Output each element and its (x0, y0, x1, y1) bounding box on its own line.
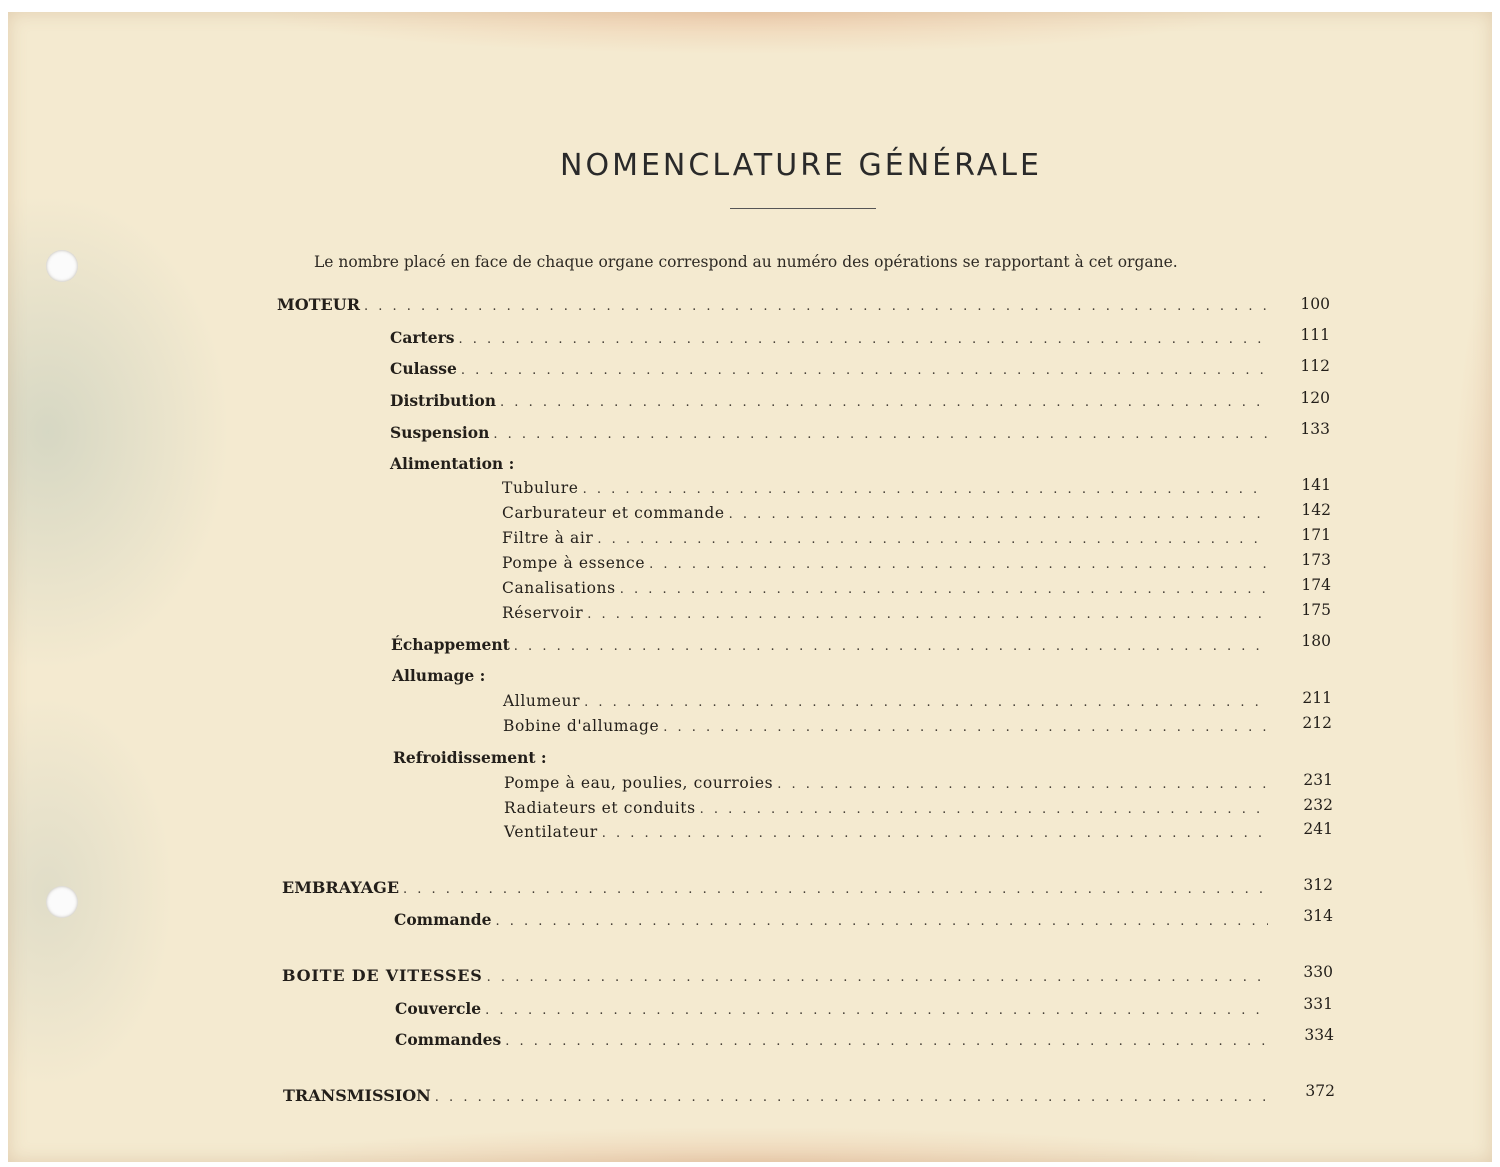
dot-leader (597, 532, 1267, 547)
dot-leader (364, 299, 1267, 314)
toc-entry-number: 111 (1300, 326, 1330, 344)
toc-entry-number: 175 (1301, 601, 1331, 619)
toc-entry-number: 180 (1301, 632, 1331, 650)
toc-entry-label: Filtre à air (502, 529, 594, 547)
toc-entry-tubulure (502, 479, 1267, 501)
dot-leader (435, 1090, 1268, 1105)
toc-group-heading: Alimentation : (390, 454, 515, 473)
toc-entry-bobine (503, 717, 1267, 739)
dot-leader (403, 882, 1268, 897)
toc-entry-embrayage (282, 878, 1268, 900)
toc-entry-number: 141 (1301, 476, 1331, 494)
dot-leader (505, 1034, 1268, 1049)
toc-entry-pompe-eau (504, 774, 1268, 796)
toc-entry-number: 372 (1305, 1082, 1335, 1100)
toc-entry-label: BOITE DE VITESSES (282, 966, 483, 985)
toc-entry-number: 211 (1302, 689, 1332, 707)
toc-entry-number: 241 (1303, 820, 1333, 838)
toc-entry-number: 112 (1300, 357, 1330, 375)
toc-entry-label: Commandes (395, 1030, 502, 1049)
toc-entry-label: Échappement (391, 635, 510, 654)
toc-entry-number: 314 (1303, 907, 1333, 925)
toc-entry-commande (394, 910, 1268, 932)
toc-entry-distribution (390, 391, 1267, 413)
toc-entry-label: Couvercle (395, 999, 482, 1018)
toc-entry-number: 174 (1301, 576, 1331, 594)
toc-entry-carters (390, 328, 1267, 350)
intro-text: Le nombre placé en face de chaque organe correspond au numéro des opérations se rapportant à cet organe. (314, 253, 1178, 271)
toc-entry-number: 120 (1300, 389, 1330, 407)
toc-entry-number: 173 (1301, 551, 1331, 569)
toc-entry-moteur (277, 295, 1267, 317)
toc-entry-number: 232 (1303, 796, 1333, 814)
toc-entry-number: 334 (1304, 1026, 1334, 1044)
toc-entry-label: Distribution (390, 391, 497, 410)
toc-entry-label: MOTEUR (277, 295, 360, 314)
dot-leader (777, 777, 1268, 792)
toc-entry-couvercle (395, 999, 1268, 1021)
toc-entry-label: Pompe à eau, poulies, courroies (504, 774, 774, 792)
toc-entry-label: Allumeur (503, 692, 581, 710)
dot-leader (649, 557, 1267, 572)
toc-entry-number: 133 (1300, 420, 1330, 438)
toc-entry-filtre (502, 529, 1267, 551)
toc-entry-boite-de-vitesses (282, 966, 1268, 988)
dot-leader (620, 582, 1267, 597)
toc-entry-number: 171 (1301, 526, 1331, 544)
toc-entry-number: 212 (1302, 714, 1332, 732)
toc-entry-carburateur (502, 504, 1267, 526)
dot-leader (461, 363, 1267, 378)
dot-leader (583, 482, 1267, 497)
toc-entry-label: Pompe à essence (502, 554, 646, 572)
dot-leader (729, 507, 1267, 522)
dot-leader (587, 607, 1267, 622)
toc-entry-allumeur (503, 692, 1267, 714)
toc-group-heading: Allumage : (392, 666, 486, 685)
dot-leader (602, 826, 1268, 841)
toc-group-heading: Refroidissement : (393, 748, 547, 767)
toc-entry-suspension (390, 423, 1267, 445)
dot-leader (500, 395, 1267, 410)
toc-entry-label: Tubulure (502, 479, 579, 497)
toc-entry-label: Réservoir (502, 604, 584, 622)
dot-leader (514, 639, 1267, 654)
dot-leader (584, 695, 1267, 710)
toc-entry-reservoir (502, 604, 1267, 626)
toc-entry-ventilateur (504, 823, 1268, 845)
toc-entry-number: 312 (1303, 876, 1333, 894)
dot-leader (700, 802, 1268, 817)
toc-entry-canalisations (502, 579, 1267, 601)
title-divider (730, 208, 876, 209)
toc-entry-culasse (390, 359, 1267, 381)
toc-entry-label: Culasse (390, 359, 457, 378)
toc-entry-label: Radiateurs et conduits (504, 799, 696, 817)
dot-leader (458, 332, 1267, 347)
toc-entry-number: 330 (1303, 963, 1333, 981)
toc-entry-commandes (395, 1030, 1268, 1052)
toc-entry-number: 331 (1303, 995, 1333, 1013)
dot-leader (493, 427, 1267, 442)
toc-entry-label: Carters (390, 328, 455, 347)
dot-leader (487, 970, 1268, 985)
toc-entry-pompe-essence (502, 554, 1267, 576)
dot-leader (496, 914, 1269, 929)
toc-entry-label: TRANSMISSION (283, 1086, 431, 1105)
toc-entry-radiateurs (504, 799, 1268, 821)
dot-leader (485, 1003, 1268, 1018)
toc-entry-label: Commande (394, 910, 492, 929)
toc-entry-number: 142 (1301, 501, 1331, 519)
toc-entry-transmission (283, 1086, 1268, 1108)
punch-hole (46, 886, 78, 918)
toc-entry-label: Carburateur et commande (502, 504, 725, 522)
toc-entry-label: Bobine d'allumage (503, 717, 660, 735)
toc-entry-label: Suspension (390, 423, 490, 442)
toc-entry-label: Ventilateur (504, 823, 598, 841)
toc-entry-number: 231 (1303, 771, 1333, 789)
toc-entry-number: 100 (1300, 295, 1330, 313)
toc-entry-label: EMBRAYAGE (282, 878, 400, 897)
toc-entry-label: Canalisations (502, 579, 616, 597)
punch-hole (46, 250, 78, 282)
dot-leader (663, 720, 1267, 735)
toc-entry-echappement (391, 635, 1267, 657)
page-title: NOMENCLATURE GÉNÉRALE (560, 148, 1042, 183)
